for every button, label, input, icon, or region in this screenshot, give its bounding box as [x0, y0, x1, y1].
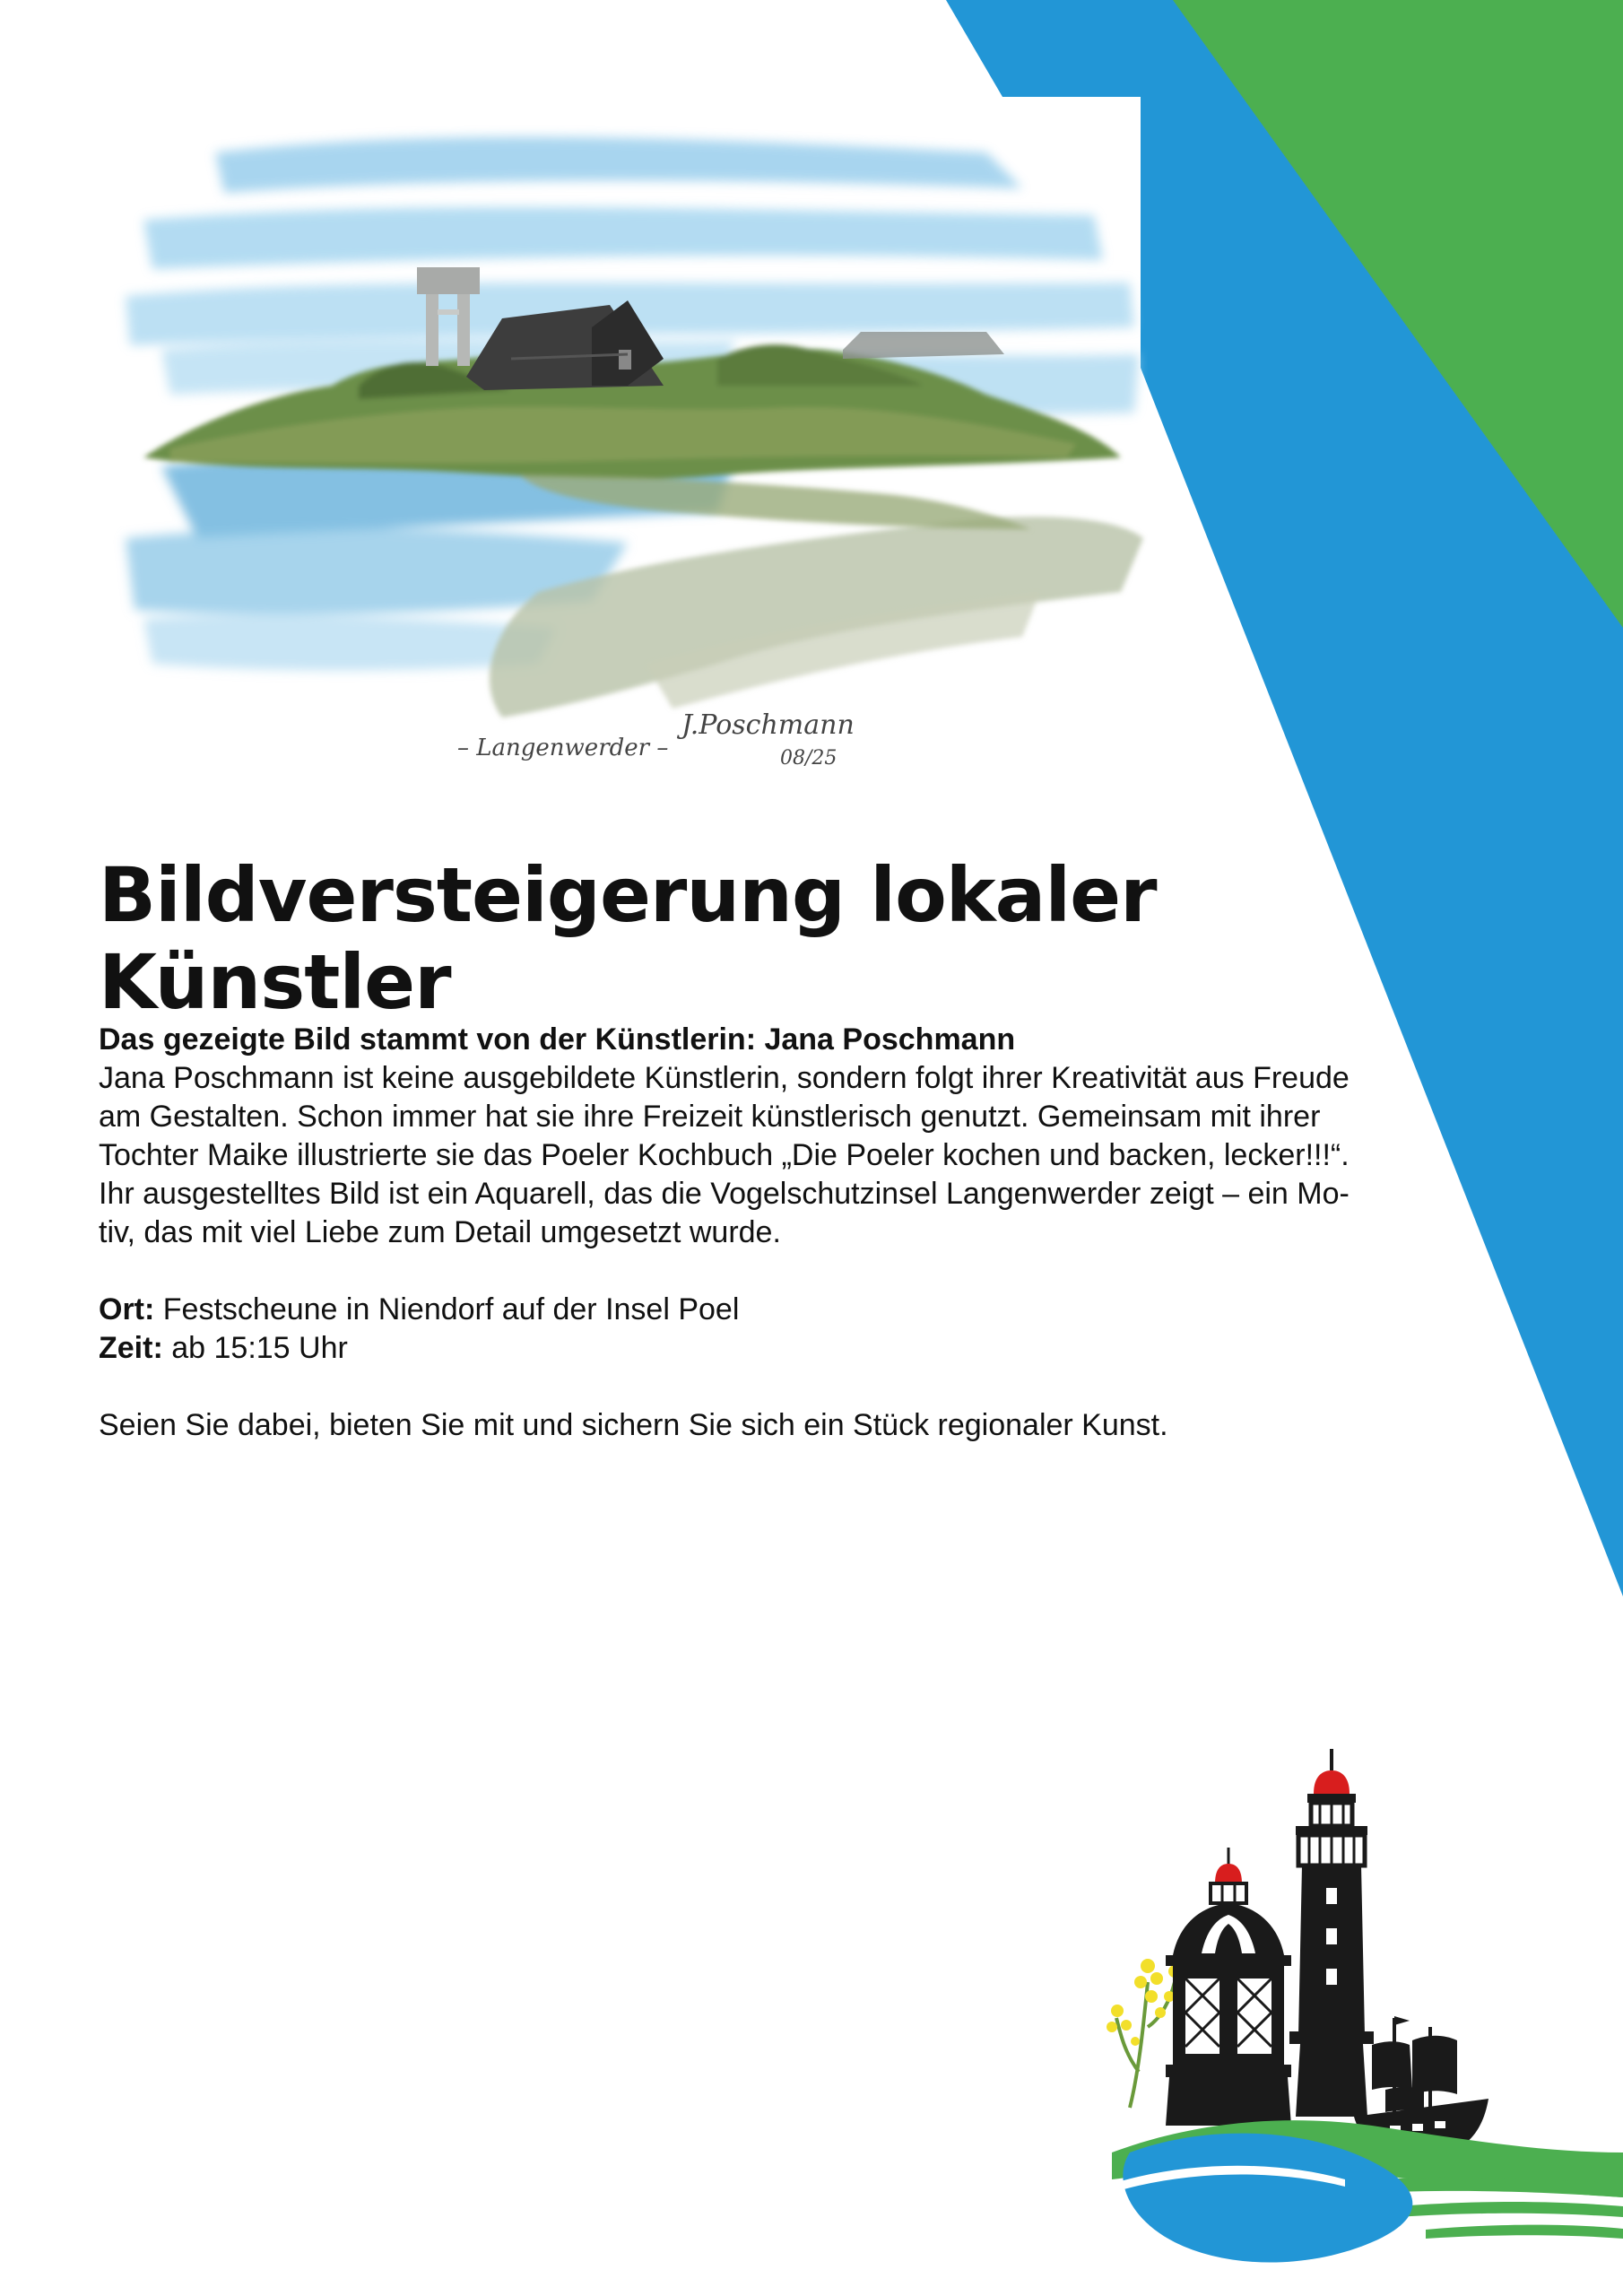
pavilion-icon — [1166, 1848, 1291, 2126]
distant-building — [843, 332, 1004, 359]
painting-signature: J.Poschmann — [681, 709, 855, 741]
place-value: Festscheune in Niendorf auf der Insel Poel — [162, 1292, 740, 1326]
page-title: Bildversteigerung lokaler Künstler — [99, 851, 1157, 1026]
time-label: Zeit: — [99, 1331, 163, 1365]
closing-text: Seien Sie dabei, bieten Sie mit und sichern Sie sich ein Stück regionaler Kunst. — [99, 1408, 1168, 1442]
lighthouse-icon — [1289, 1749, 1374, 2117]
artist-line-2: am Gestalten. Schon immer hat sie ihre Freizeit künstlerisch genutzt. Gemeinsam mit ihrer — [99, 1100, 1321, 1134]
insel-poel-logo — [1076, 1731, 1623, 2296]
artist-line-3: Tochter Maike illustrierte sie das Poeler Kochbuch „Die Poeler kochen und backen, lecker!!!“. — [99, 1138, 1350, 1172]
green-wave-3 — [1426, 2225, 1623, 2239]
time-line — [99, 1329, 1471, 1368]
painting-caption: – Langenwerder – — [457, 735, 669, 761]
watercolor-painting — [90, 90, 1148, 807]
artist-heading: Das gezeigte Bild stammt von der Künstlerin: Jana Poschmann — [99, 1022, 1016, 1057]
place-line — [99, 1291, 1471, 1329]
place-label: Ort: — [99, 1292, 155, 1326]
time-value: ab 15:15 Uhr — [171, 1331, 348, 1365]
artist-line-1: Jana Poschmann ist keine ausgebildete Künstlerin, sondern folgt ihrer Kreativität aus Freude — [99, 1061, 1350, 1095]
artist-line-5: tiv, das mit viel Liebe zum Detail umgesetzt wurde. — [99, 1215, 781, 1249]
body-text — [99, 1021, 1471, 1445]
painting-date: 08/25 — [780, 747, 838, 770]
green-wave-2 — [1399, 2202, 1623, 2217]
artist-line-4: Ihr ausgestelltes Bild ist ein Aquarell, das die Vogelschutzinsel Langenwerder zeigt – ein Mo- — [99, 1177, 1350, 1211]
